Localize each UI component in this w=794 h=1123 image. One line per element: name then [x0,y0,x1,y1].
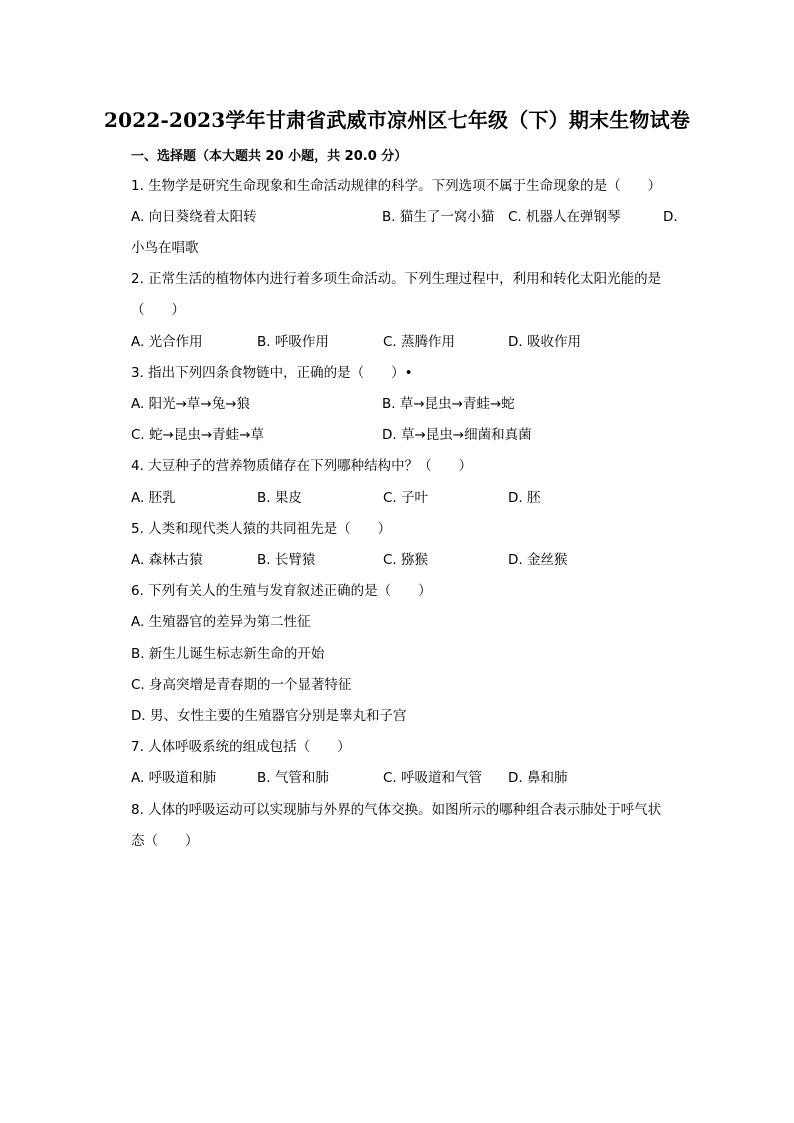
question-4-option-c[interactable]: C. 子叶 [383,490,429,506]
question-1-option-d-text[interactable]: 小鸟在唱歌 [131,240,199,256]
question-2-option-c[interactable]: C. 蒸腾作用 [383,334,456,350]
question-4-option-d[interactable]: D. 胚 [508,490,541,506]
question-1-option-a[interactable]: A. 向日葵绕着太阳转 [131,209,257,225]
question-5-option-d[interactable]: D. 金丝猴 [508,552,568,568]
question-3-option-c[interactable]: C. 蛇→昆虫→青蛙→草 [131,427,264,443]
question-3-option-d[interactable]: D. 草→昆虫→细菌和真菌 [382,427,532,443]
question-3-option-b[interactable]: B. 草→昆虫→青蛙→蛇 [382,396,515,412]
question-7-stem: 7. 人体呼吸系统的组成包括（ ） [131,739,351,755]
question-3-stem: 3. 指出下列四条食物链中，正确的是（ ）• [131,365,413,381]
question-7-option-b[interactable]: B. 气管和肺 [257,770,329,786]
question-6-stem: 6. 下列有关人的生殖与发育叙述正确的是（ ） [131,583,432,599]
question-1-stem: 1. 生物学是研究生命现象和生命活动规律的科学。下列选项不属于生命现象的是（ ） [131,178,662,194]
question-2-option-a[interactable]: A. 光合作用 [131,334,203,350]
question-5-stem: 5. 人类和现代类人猿的共同祖先是（ ） [131,521,392,537]
question-3-option-a[interactable]: A. 阳光→草→兔→狼 [131,396,251,412]
question-2-option-d[interactable]: D. 吸收作用 [508,334,581,350]
question-1-option-b[interactable]: B. 猫生了一窝小猫 [382,209,495,225]
question-4-stem: 4. 大豆种子的营养物质储存在下列哪种结构中？（ ） [131,458,473,474]
question-2-stem-cont: （ ） [131,302,185,318]
question-7-option-c[interactable]: C. 呼吸道和气管 [383,770,483,786]
question-5-option-a[interactable]: A. 森林古猿 [131,552,203,568]
question-5-option-b[interactable]: B. 长臂猿 [257,552,316,568]
question-6-option-a[interactable]: A. 生殖器官的差异为第二性征 [131,614,311,630]
question-6-option-c[interactable]: C. 身高突增是青春期的一个显著特征 [131,677,352,693]
question-4-option-a[interactable]: A. 胚乳 [131,490,176,506]
question-5-option-c[interactable]: C. 猕猴 [383,552,429,568]
question-6-option-d[interactable]: D. 男、女性主要的生殖器官分别是睾丸和子宫 [131,708,407,724]
question-1-option-d-letter[interactable]: D. [663,209,678,225]
question-2-stem: 2. 正常生活的植物体内进行着多项生命活动。下列生理过程中，利用和转化太阳光能的是 [131,271,662,287]
question-6-option-b[interactable]: B. 新生儿诞生标志新生命的开始 [131,646,325,662]
page-title: 2022-2023学年甘肃省武威市凉州区七年级（下）期末生物试卷 [103,108,691,132]
question-8-stem: 8. 人体的呼吸运动可以实现肺与外界的气体交换。如图所示的哪种组合表示肺处于呼气状 [131,802,662,818]
question-7-option-d[interactable]: D. 鼻和肺 [508,770,568,786]
section-heading: 一、选择题（本大题共 20 小题，共 20.0 分） [131,149,408,164]
question-8-stem-cont: 态（ ） [131,833,199,849]
question-2-option-b[interactable]: B. 呼吸作用 [257,334,329,350]
question-7-option-a[interactable]: A. 呼吸道和肺 [131,770,217,786]
question-4-option-b[interactable]: B. 果皮 [257,490,302,506]
question-1-option-c[interactable]: C. 机器人在弹钢琴 [508,209,621,225]
